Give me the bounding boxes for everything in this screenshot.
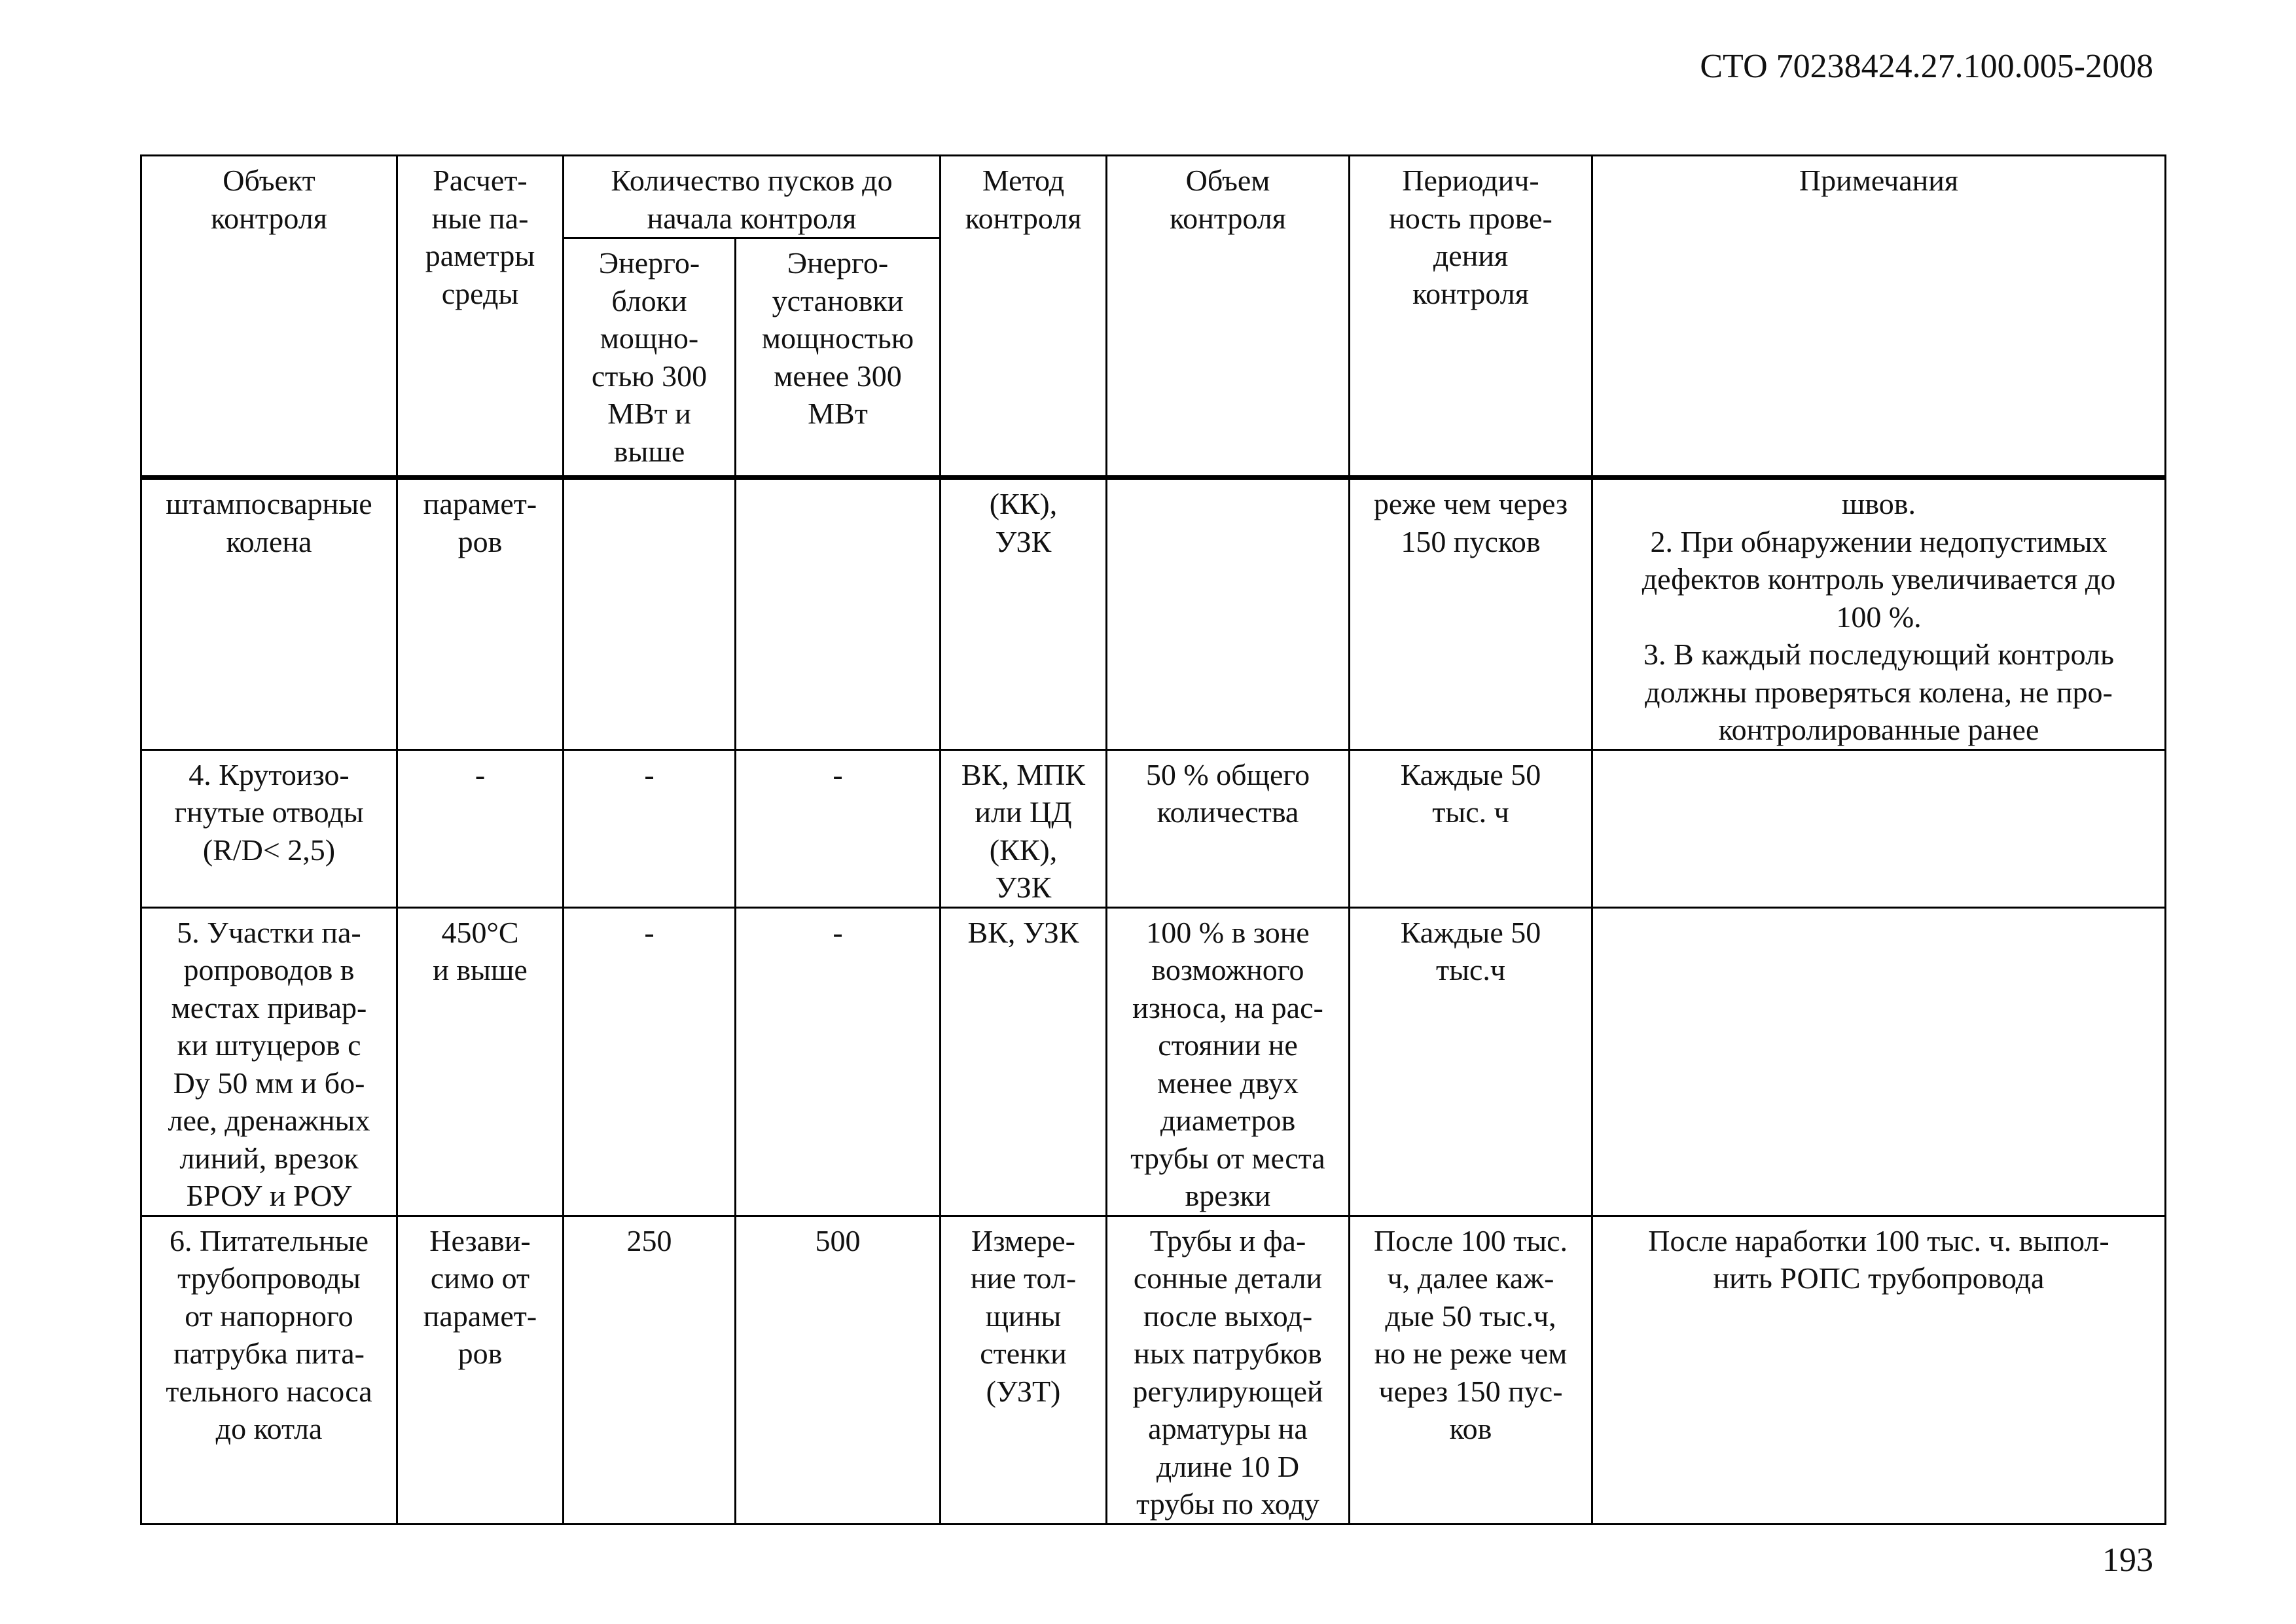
cell-object: 5. Участки па- ропроводов в местах привар- ки штуцеров с Dy 50 мм и бо- лее, дренажных линий, врезок БРОУ и РОУ — [141, 907, 397, 1216]
cell-method: ВК, УЗК — [941, 907, 1107, 1216]
cell-starts-below-300: - — [736, 907, 941, 1216]
cell-periodicity: Каждые 50 тыс.ч — [1350, 907, 1592, 1216]
table-row — [141, 907, 2166, 1216]
cell-object: 6. Питательные трубопроводы от напорного патрубка пита- тельного насоса до котла — [141, 1216, 397, 1524]
table-row — [141, 749, 2166, 907]
cell-params: 450°С и выше — [397, 907, 564, 1216]
cell-method: ВК, МПК или ЦД (КК), УЗК — [941, 749, 1107, 907]
page-number: 193 — [2102, 1542, 2153, 1579]
cell-periodicity: реже чем через 150 пусков — [1350, 478, 1592, 750]
cell-volume: 100 % в зоне возможного износа, на рас- стоянии не менее двух диаметров трубы от места врезки — [1107, 907, 1350, 1216]
cell-starts-300-plus: - — [564, 749, 736, 907]
cell-notes: После наработки 100 тыс. ч. выпол- нить РОПС трубопровода — [1592, 1216, 2166, 1524]
cell-notes: швов. 2. При обнаружении недопустимых дефектов контроль увеличивается до 100 %. 3. В каждый последующий контроль должны проверяться колена, не про- контролированные ранее — [1592, 478, 2166, 750]
cell-volume: Трубы и фа- сонные детали после выход- ных патрубков регулирующей арматуры на длине 10 D трубы по ходу — [1107, 1216, 1350, 1524]
cell-params: парамет- ров — [397, 478, 564, 750]
cell-starts-below-300: 500 — [736, 1216, 941, 1524]
cell-starts-below-300 — [736, 478, 941, 750]
cell-params: - — [397, 749, 564, 907]
table-row — [141, 1216, 2166, 1524]
header-starts-below-300: Энерго- установки мощностью менее 300 МВт — [736, 238, 941, 478]
cell-volume — [1107, 478, 1350, 750]
table-row — [141, 478, 2166, 750]
cell-notes — [1592, 749, 2166, 907]
cell-object: 4. Крутоизо- гнутые отводы (R/D< 2,5) — [141, 749, 397, 907]
header-notes: Примечания — [1592, 156, 2166, 478]
header-method: Метод контроля — [941, 156, 1107, 478]
cell-notes — [1592, 907, 2166, 1216]
cell-params: Незави- симо от парамет- ров — [397, 1216, 564, 1524]
header-volume: Объем контроля — [1107, 156, 1350, 478]
cell-starts-300-plus: 250 — [564, 1216, 736, 1524]
control-table — [140, 154, 2166, 1525]
cell-starts-below-300: - — [736, 749, 941, 907]
header-starts-300-plus: Энерго- блоки мощно- стью 300 МВт и выше — [564, 238, 736, 478]
cell-object: штампосварные колена — [141, 478, 397, 750]
document-code: СТО 70238424.27.100.005-2008 — [1700, 48, 2153, 85]
cell-periodicity: После 100 тыс. ч, далее каж- дые 50 тыс.ч, но не реже чем через 150 пус- ков — [1350, 1216, 1592, 1524]
cell-method: Измере- ние тол- щины стенки (УЗТ) — [941, 1216, 1107, 1524]
header-starts-group: Количество пусков до начала контроля — [564, 156, 941, 238]
header-periodicity: Периодич- ность прове- дения контроля — [1350, 156, 1592, 478]
cell-periodicity: Каждые 50 тыс. ч — [1350, 749, 1592, 907]
cell-volume: 50 % общего количества — [1107, 749, 1350, 907]
cell-method: (КК), УЗК — [941, 478, 1107, 750]
header-params: Расчет- ные па- раметры среды — [397, 156, 564, 478]
cell-starts-300-plus — [564, 478, 736, 750]
header-object: Объект контроля — [141, 156, 397, 478]
cell-starts-300-plus: - — [564, 907, 736, 1216]
